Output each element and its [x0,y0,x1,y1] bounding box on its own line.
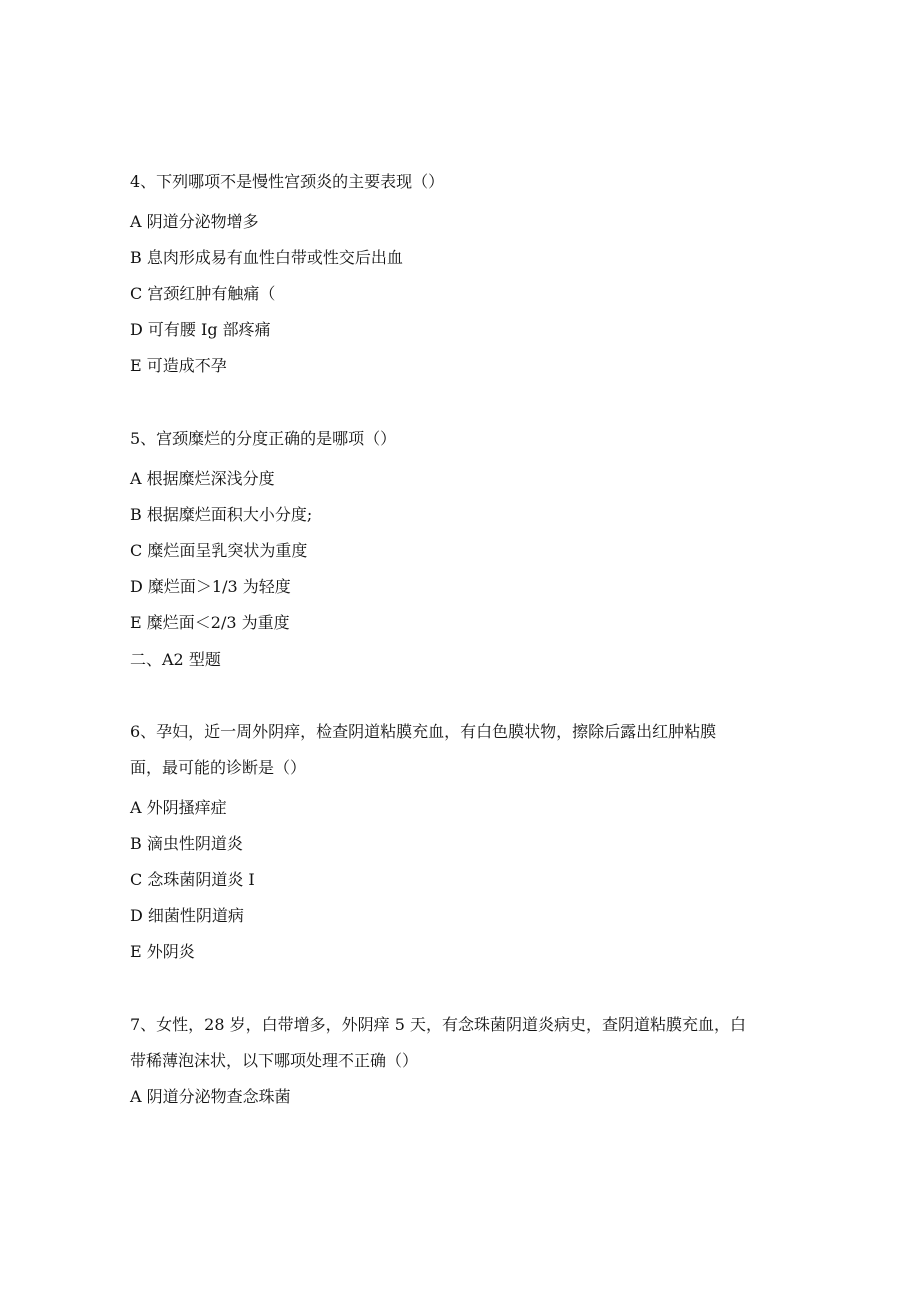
question-4-option-e: E 可造成不孕 [130,356,227,375]
question-7-stem-line-1: 7、女性，28 岁，白带增多，外阴痒 5 天，有念珠菌阴道炎病史，查阴道粘膜充血，白 [130,1015,746,1034]
question-5-stem: 5、宫颈糜烂的分度正确的是哪项（） [130,429,397,448]
question-5-option-c: C 糜烂面呈乳突状为重度 [130,541,308,560]
question-5-option-e: E 糜烂面＜2/3 为重度 [130,613,290,632]
question-6-option-e: E 外阴炎 [130,942,195,961]
question-6-stem-line-2: 面，最可能的诊断是（） [130,758,307,777]
question-4-option-a: A 阴道分泌物增多 [130,212,259,231]
question-5-option-b: B 根据糜烂面积大小分度; [130,505,313,524]
question-4-option-d: D 可有腰 Ig 部疼痛 [130,320,271,339]
section-heading: 二、A2 型题 [130,650,221,669]
question-5-option-a: A 根据糜烂深浅分度 [130,469,275,488]
question-7-option-a: A 阴道分泌物查念珠菌 [130,1087,291,1106]
question-4-option-b: B 息肉形成易有血性白带或性交后出血 [130,248,403,267]
question-4-option-c: C 宫颈红肿有触痛（ [130,284,276,303]
question-6-option-a: A 外阴搔痒症 [130,798,227,817]
question-6-option-d: D 细菌性阴道病 [130,906,244,925]
question-6-stem-line-1: 6、孕妇，近一周外阴痒，检查阴道粘膜充血，有白色膜状物，擦除后露出红肿粘膜 [130,722,717,741]
question-4-stem: 4、下列哪项不是慢性宫颈炎的主要表现（） [130,172,445,191]
question-6-option-c: C 念珠菌阴道炎 I [130,870,255,889]
question-7-stem-line-2: 带稀薄泡沫状，以下哪项处理不正确（） [130,1051,419,1070]
question-6-option-b: B 滴虫性阴道炎 [130,834,243,853]
question-5-option-d: D 糜烂面＞1/3 为轻度 [130,577,291,596]
